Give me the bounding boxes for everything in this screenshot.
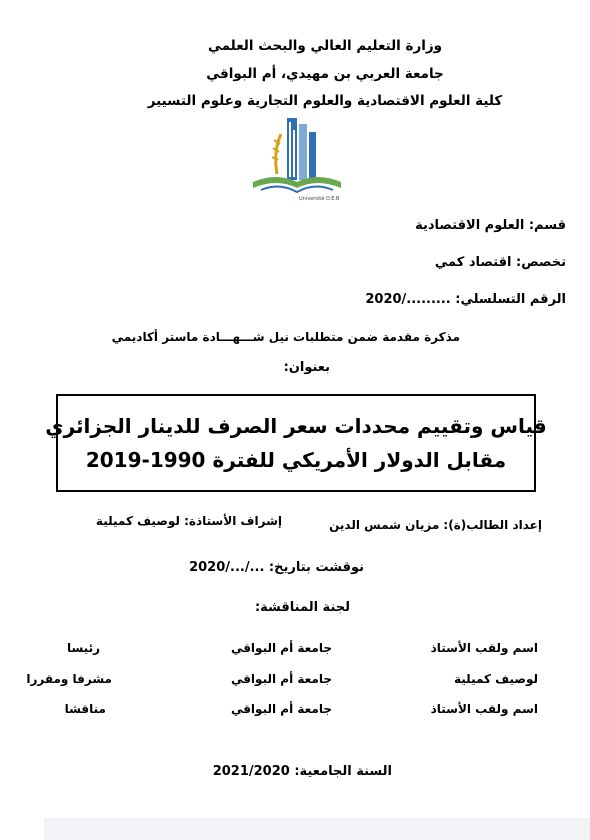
committee-member-name: اسم ولقب الأستاذ: [430, 702, 538, 716]
logo-caption: Université O.E.B: [299, 196, 340, 202]
committee-member-institution: جامعة أم البواقي: [230, 672, 332, 686]
specialty: تخصص: اقتصاد كمي: [434, 255, 566, 270]
serial-number: الرقم التسلسلي: ........./2020: [365, 292, 566, 307]
committee-member-role: رئيسا: [66, 641, 100, 655]
thesis-title-line2: مقابل الدولار الأمريكي للفترة 1990-2019: [85, 448, 507, 472]
committee-member-role: مناقشا: [64, 702, 106, 716]
defense-date: نوقشت بتاريخ: .../.../2020: [189, 560, 364, 575]
committee-member-name: لوصيف كميلية: [454, 672, 538, 686]
ministry-name: وزارة التعليم العالي والبحث العلمي: [207, 38, 443, 54]
logo-tower-blue: [287, 118, 297, 180]
committee-member-role: مشرفا ومقررا: [26, 672, 112, 686]
student-name: إعداد الطالب(ة): مزيان شمس الدين: [329, 518, 542, 532]
committee-member-name: اسم ولقب الأستاذ: [430, 641, 538, 655]
footer-stripe: [44, 818, 590, 840]
committee-member-institution: جامعة أم البواقي: [230, 702, 332, 716]
faculty-name: كلية العلوم الاقتصادية والعلوم التجارية وعلوم التسيير: [147, 93, 503, 109]
supervisor-name: إشراف الأستاذة: لوصيف كميلية: [95, 514, 282, 528]
thesis-title-line1: قياس وتقييم محددات سعر الصرف للدينار الجزائري: [45, 414, 547, 438]
memo-statement: مذكرة مقدمة ضمن متطلبات نيل شـــهـــادة ماستر أكاديمي: [111, 330, 460, 344]
academic-year: السنة الجامعية: 2021/2020: [212, 764, 392, 779]
university-name: جامعة العربي بن مهيدي، أم البواقي: [206, 66, 444, 82]
thesis-title-box: [45, 394, 547, 492]
committee-heading: لجنة المناقشة:: [254, 600, 350, 615]
committee-member-institution: جامعة أم البواقي: [230, 641, 332, 655]
logo-wheat: [276, 134, 281, 174]
department: قسم: العلوم الاقتصادية: [415, 218, 566, 233]
titled-label: بعنوان:: [283, 360, 330, 375]
university-logo: [233, 112, 361, 204]
